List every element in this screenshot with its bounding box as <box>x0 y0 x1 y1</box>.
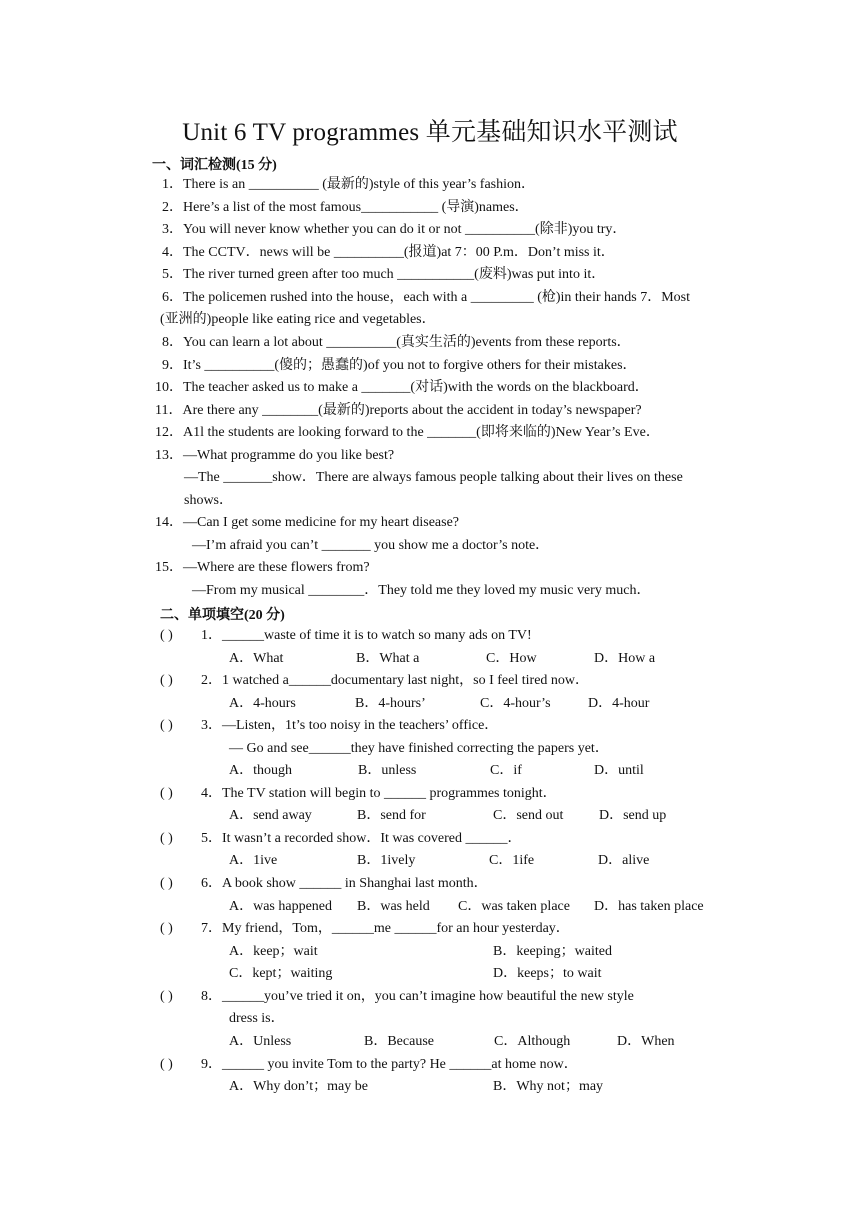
option-d: D．alive <box>598 853 650 868</box>
question-stem: 7．My friend，Tom，______me ______for an hour yesterday． <box>201 921 570 936</box>
option-a: A．4-hours <box>229 696 296 711</box>
vocab-line-2: 2．Here’s a list of the most famous___________ (导演)names． <box>162 200 529 215</box>
vocab-line-13-answer: —The _______show．There are always famous people talking about their lives on these <box>184 470 683 485</box>
question-stem: 5．It wasn’t a recorded show．It was covered ______． <box>201 831 522 846</box>
option-d: D．keeps；to wait <box>493 966 602 981</box>
vocab-line-6-cont: (亚洲的)people like eating rice and vegetables． <box>160 312 436 327</box>
vocab-line-14-answer: —I’m afraid you can’t _______ you show me a doctor’s note． <box>192 538 550 553</box>
question-stem-cont: dress is． <box>229 1011 285 1026</box>
option-c: C．4-hour’s <box>480 696 551 711</box>
option-a: A．What <box>229 651 284 666</box>
vocab-line-13: 13．—What programme do you like best? <box>155 448 395 463</box>
option-a: A．1ive <box>229 853 278 868</box>
vocab-line-14: 14．—Can I get some medicine for my heart disease? <box>155 515 460 530</box>
answer-blank: ( ) <box>160 628 173 643</box>
answer-blank: ( ) <box>160 1057 173 1072</box>
answer-blank: ( ) <box>160 831 173 846</box>
option-b: B．1ively <box>357 853 416 868</box>
section-heading-multiple-choice: 二、单项填空(20 分) <box>160 608 285 623</box>
answer-blank: ( ) <box>160 989 173 1004</box>
option-c: C．was taken place <box>458 899 570 914</box>
option-a: A．Unless <box>229 1034 292 1049</box>
option-b: B．4-hours’ <box>355 696 426 711</box>
vocab-line-10: 10．The teacher asked us to make a _______(对话)with the words on the blackboard． <box>155 380 649 395</box>
question-stem: 3．—Listen，1t’s too noisy in the teachers’ office． <box>201 718 499 733</box>
option-b: B．was held <box>357 899 430 914</box>
option-b: B．Because <box>364 1034 434 1049</box>
section-heading-vocabulary: 一、词汇检测(15 分) <box>152 158 277 173</box>
vocab-line-5: 5．The river turned green after too much ___________(废料)was put into it． <box>162 267 606 282</box>
vocab-line-8: 8．You can learn a lot about __________(真实生活的)events from these reports． <box>162 335 631 350</box>
option-d: D．When <box>617 1034 675 1049</box>
vocab-line-15: 15．—Where are these flowers from? <box>155 560 370 575</box>
option-d: D．has taken place <box>594 899 704 914</box>
option-c: C．send out <box>493 808 564 823</box>
option-c: C．1ife <box>489 853 535 868</box>
option-c: C．Although <box>494 1034 571 1049</box>
option-d: D．4-hour <box>588 696 650 711</box>
option-a: A．send away <box>229 808 312 823</box>
option-a: A．keep；wait <box>229 944 318 959</box>
answer-blank: ( ) <box>160 876 173 891</box>
vocab-line-4: 4．The CCTV．news will be __________(报道)at 7：00 P.m．Don’t miss it． <box>162 245 615 260</box>
question-stem: 1．______waste of time it is to watch so many ads on TV! <box>201 628 532 643</box>
question-stem: 8．______you’ve tried it on，you can’t imagine how beautiful the new style <box>201 989 634 1004</box>
answer-blank: ( ) <box>160 921 173 936</box>
vocab-line-11: 11．Are there any ________(最新的)reports about the accident in today’s newspaper? <box>155 403 642 418</box>
answer-blank: ( ) <box>160 786 173 801</box>
vocab-line-9: 9．It’s __________(傻的；愚蠢的)of you not to forgive others for their mistakes． <box>162 358 637 373</box>
option-d: D．How a <box>594 651 656 666</box>
option-c: C．if <box>490 763 522 778</box>
vocab-line-13-cont: shows． <box>184 493 234 508</box>
option-b: B．send for <box>357 808 426 823</box>
vocab-line-3: 3．You will never know whether you can do it or not __________(除非)you try． <box>162 222 627 237</box>
question-stem: 9．______ you invite Tom to the party? He ______at home now． <box>201 1057 578 1072</box>
vocab-line-1: 1．There is an __________ (最新的)style of this year’s fashion． <box>162 177 536 192</box>
answer-blank: ( ) <box>160 718 173 733</box>
option-b: B．What a <box>356 651 420 666</box>
question-stem-cont: — Go and see______they have finished correcting the papers yet． <box>229 741 609 756</box>
option-a: A．though <box>229 763 292 778</box>
question-stem: 4．The TV station will begin to ______ programmes tonight． <box>201 786 557 801</box>
option-c: C．How <box>486 651 537 666</box>
option-b: B．Why not；may <box>493 1079 604 1094</box>
option-d: D．send up <box>599 808 667 823</box>
vocab-line-15-answer: —From my musical ________．They told me they loved my music very much． <box>192 583 651 598</box>
answer-blank: ( ) <box>160 673 173 688</box>
option-a: A．was happened <box>229 899 333 914</box>
question-stem: 2．1 watched a______documentary last night，so I feel tired now． <box>201 673 590 688</box>
option-b: B．keeping；waited <box>493 944 612 959</box>
option-d: D．until <box>594 763 644 778</box>
option-a: A．Why don’t；may be <box>229 1079 368 1094</box>
option-b: B．unless <box>358 763 417 778</box>
option-c: C．kept；waiting <box>229 966 333 981</box>
vocab-line-6: 6．The policemen rushed into the house，each with a _________ (枪)in their hands 7．Most <box>162 290 691 305</box>
question-stem: 6．A book show ______ in Shanghai last month． <box>201 876 488 891</box>
vocab-line-12: 12．A1l the students are looking forward to the _______(即将来临的)New Year’s Eve． <box>155 425 660 440</box>
page-title: Unit 6 TV programmes 单元基础知识水平测试 <box>182 119 678 146</box>
